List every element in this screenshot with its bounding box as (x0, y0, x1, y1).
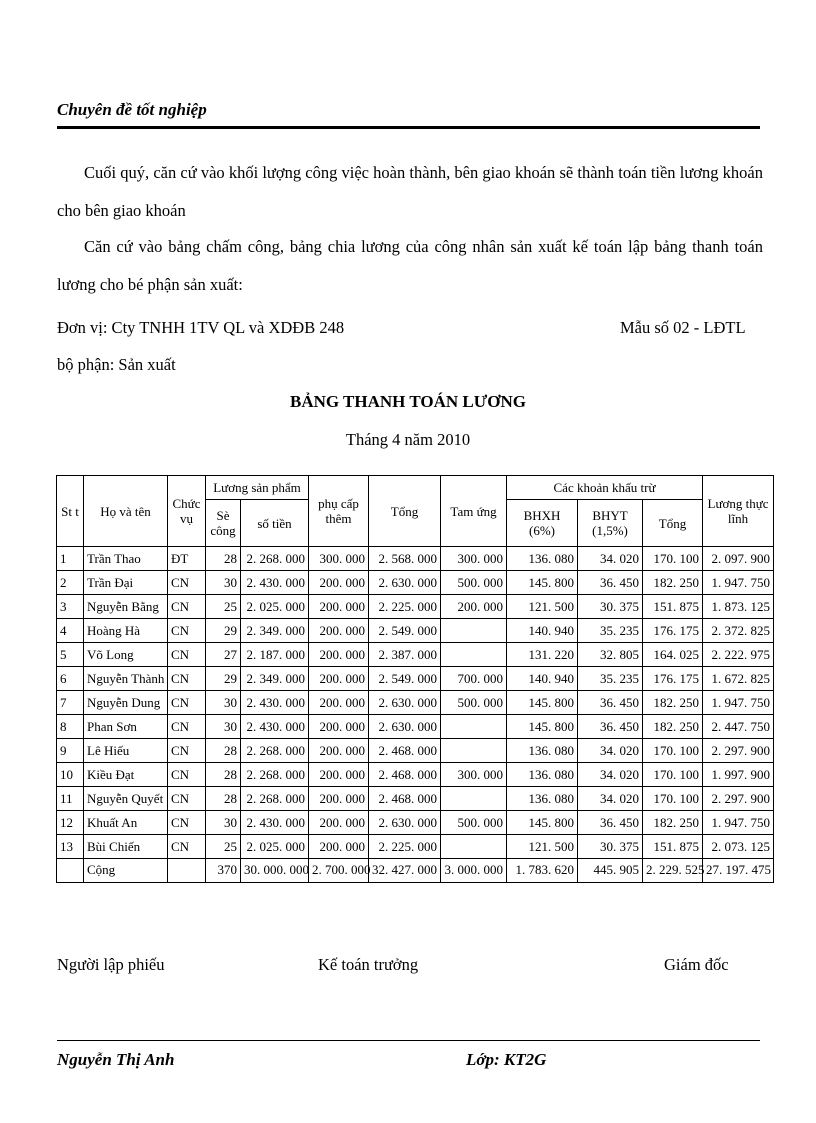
totals-position (168, 859, 206, 883)
cell-position: CN (168, 691, 206, 715)
cell-amount: 2. 268. 000 (241, 763, 309, 787)
cell-total: 2. 468. 000 (369, 763, 441, 787)
cell-ded-total: 182. 250 (643, 811, 703, 835)
totals-stt (57, 859, 84, 883)
cell-amount: 2. 025. 000 (241, 595, 309, 619)
cell-days: 29 (206, 667, 241, 691)
cell-bhyt: 30. 375 (578, 595, 643, 619)
cell-net: 2. 097. 900 (703, 547, 774, 571)
totals-days: 370 (206, 859, 241, 883)
cell-amount: 2. 268. 000 (241, 787, 309, 811)
cell-days: 25 (206, 835, 241, 859)
cell-net: 2. 297. 900 (703, 787, 774, 811)
cell-advance: 200. 000 (441, 595, 507, 619)
cell-total: 2. 630. 000 (369, 715, 441, 739)
cell-name: Bùi Chiến (84, 835, 168, 859)
cell-advance (441, 787, 507, 811)
department-line: bộ phận: Sản xuất (57, 355, 176, 374)
cell-bhyt: 36. 450 (578, 715, 643, 739)
totals-net: 27. 197. 475 (703, 859, 774, 883)
cell-amount: 2. 268. 000 (241, 739, 309, 763)
cell-allowance: 200. 000 (309, 595, 369, 619)
table-row (57, 715, 774, 739)
cell-net: 2. 073. 125 (703, 835, 774, 859)
paragraph-1: Cuối quý, căn cứ vào khối lượng công việc hoàn thành, bên giao khoán sẽ thành toán tiền lương khoán cho bên giao khoán (57, 163, 763, 220)
cell-bhyt: 35. 235 (578, 619, 643, 643)
cell-bhxh: 136. 080 (507, 547, 578, 571)
totals-row (57, 859, 774, 883)
cell-net: 1. 997. 900 (703, 763, 774, 787)
cell-bhxh: 145. 800 (507, 571, 578, 595)
cell-net: 2. 222. 975 (703, 643, 774, 667)
footer-class: Lớp: KT2G (466, 1050, 547, 1069)
cell-total: 2. 630. 000 (369, 811, 441, 835)
cell-total: 2. 549. 000 (369, 667, 441, 691)
cell-advance: 700. 000 (441, 667, 507, 691)
cell-allowance: 200. 000 (309, 619, 369, 643)
cell-bhxh: 145. 800 (507, 691, 578, 715)
cell-allowance: 200. 000 (309, 715, 369, 739)
totals-label: Cộng (84, 859, 168, 883)
cell-allowance: 200. 000 (309, 643, 369, 667)
col-advance: Tam ứng (441, 476, 507, 547)
cell-total: 2. 468. 000 (369, 739, 441, 763)
cell-name: Kiều Đạt (84, 763, 168, 787)
col-product-salary: Lương sản phẩm (206, 476, 309, 500)
cell-ded-total: 151. 875 (643, 835, 703, 859)
cell-amount: 2. 430. 000 (241, 811, 309, 835)
col-position: Chức vụ (168, 476, 206, 547)
cell-position: CN (168, 715, 206, 739)
col-ded-total: Tổng (643, 500, 703, 547)
cell-name: Nguyễn Dung (84, 691, 168, 715)
cell-allowance: 200. 000 (309, 739, 369, 763)
cell-advance: 300. 000 (441, 763, 507, 787)
cell-position: CN (168, 763, 206, 787)
cell-ded-total: 170. 100 (643, 787, 703, 811)
signature-preparer: Người lập phiếu (57, 955, 165, 974)
table-title: BẢNG THANH TOÁN LƯƠNG (290, 392, 526, 411)
cell-name: Nguyễn Quyết (84, 787, 168, 811)
cell-ded-total: 151. 875 (643, 595, 703, 619)
totals-advance: 3. 000. 000 (441, 859, 507, 883)
footer-author: Nguyễn Thị Anh (57, 1050, 175, 1069)
totals-amount: 30. 000. 000 (241, 859, 309, 883)
cell-total: 2. 468. 000 (369, 787, 441, 811)
cell-bhyt: 34. 020 (578, 787, 643, 811)
cell-position: CN (168, 811, 206, 835)
cell-name: Nguyễn Thành (84, 667, 168, 691)
col-total: Tổng (369, 476, 441, 547)
cell-stt: 7 (57, 691, 84, 715)
cell-advance: 500. 000 (441, 811, 507, 835)
col-allowance: phụ cấp thêm (309, 476, 369, 547)
table-row (57, 787, 774, 811)
table-row (57, 595, 774, 619)
cell-ded-total: 182. 250 (643, 691, 703, 715)
cell-stt: 9 (57, 739, 84, 763)
cell-position: CN (168, 643, 206, 667)
cell-stt: 1 (57, 547, 84, 571)
cell-bhxh: 121. 500 (507, 835, 578, 859)
cell-ded-total: 170. 100 (643, 739, 703, 763)
totals-bhyt: 445. 905 (578, 859, 643, 883)
cell-bhxh: 136. 080 (507, 787, 578, 811)
cell-net: 1. 947. 750 (703, 811, 774, 835)
col-stt: St t (57, 476, 84, 547)
cell-amount: 2. 268. 000 (241, 547, 309, 571)
cell-days: 29 (206, 619, 241, 643)
cell-advance (441, 643, 507, 667)
cell-bhxh: 136. 080 (507, 739, 578, 763)
cell-net: 2. 372. 825 (703, 619, 774, 643)
signature-accountant: Kế toán trưởng (318, 955, 419, 974)
cell-days: 28 (206, 763, 241, 787)
header-divider (57, 126, 760, 129)
table-subtitle: Tháng 4 năm 2010 (345, 430, 471, 449)
cell-net: 1. 873. 125 (703, 595, 774, 619)
cell-total: 2. 225. 000 (369, 595, 441, 619)
cell-ded-total: 170. 100 (643, 547, 703, 571)
cell-ded-total: 170. 100 (643, 763, 703, 787)
col-amount: số tiền (241, 500, 309, 547)
cell-days: 30 (206, 715, 241, 739)
col-days: Sè công (206, 500, 241, 547)
cell-allowance: 200. 000 (309, 763, 369, 787)
table-row (57, 763, 774, 787)
cell-amount: 2. 349. 000 (241, 667, 309, 691)
cell-amount: 2. 025. 000 (241, 835, 309, 859)
cell-bhyt: 34. 020 (578, 739, 643, 763)
form-number: Mẫu số 02 - LĐTL (620, 318, 746, 337)
cell-bhyt: 35. 235 (578, 667, 643, 691)
cell-name: Khuất An (84, 811, 168, 835)
cell-bhyt: 30. 375 (578, 835, 643, 859)
col-name: Họ và tên (84, 476, 168, 547)
cell-amount: 2. 430. 000 (241, 571, 309, 595)
cell-days: 28 (206, 787, 241, 811)
col-bhyt: BHYT (1,5%) (578, 500, 643, 547)
cell-net: 2. 447. 750 (703, 715, 774, 739)
unit-line: Đơn vị: Cty TNHH 1TV QL và XDĐB 248 (57, 318, 345, 337)
cell-position: CN (168, 835, 206, 859)
cell-total: 2. 225. 000 (369, 835, 441, 859)
footer-divider (57, 1040, 760, 1041)
cell-net: 2. 297. 900 (703, 739, 774, 763)
cell-position: CN (168, 595, 206, 619)
cell-amount: 2. 349. 000 (241, 619, 309, 643)
cell-stt: 13 (57, 835, 84, 859)
cell-ded-total: 176. 175 (643, 667, 703, 691)
page-header-title: Chuyên đề tốt nghiệp (57, 100, 207, 119)
table-row (57, 835, 774, 859)
cell-ded-total: 164. 025 (643, 643, 703, 667)
cell-stt: 5 (57, 643, 84, 667)
cell-bhyt: 36. 450 (578, 811, 643, 835)
totals-allowance: 2. 700. 000 (309, 859, 369, 883)
cell-ded-total: 182. 250 (643, 715, 703, 739)
cell-position: ĐT (168, 547, 206, 571)
cell-allowance: 200. 000 (309, 835, 369, 859)
cell-allowance: 200. 000 (309, 691, 369, 715)
cell-days: 27 (206, 643, 241, 667)
cell-total: 2. 630. 000 (369, 571, 441, 595)
cell-total: 2. 568. 000 (369, 547, 441, 571)
table-row (57, 643, 774, 667)
cell-net: 1. 947. 750 (703, 571, 774, 595)
cell-total: 2. 549. 000 (369, 619, 441, 643)
cell-amount: 2. 187. 000 (241, 643, 309, 667)
cell-bhxh: 136. 080 (507, 763, 578, 787)
payroll-table (56, 475, 774, 883)
cell-days: 30 (206, 691, 241, 715)
cell-position: CN (168, 739, 206, 763)
col-deductions: Các khoản khấu trừ (507, 476, 703, 500)
cell-stt: 3 (57, 595, 84, 619)
cell-allowance: 300. 000 (309, 547, 369, 571)
cell-stt: 2 (57, 571, 84, 595)
col-bhxh: BHXH (6%) (507, 500, 578, 547)
cell-bhxh: 145. 800 (507, 811, 578, 835)
cell-position: CN (168, 619, 206, 643)
cell-stt: 11 (57, 787, 84, 811)
cell-days: 28 (206, 739, 241, 763)
table-row (57, 667, 774, 691)
cell-advance (441, 715, 507, 739)
cell-bhyt: 36. 450 (578, 571, 643, 595)
totals-bhxh: 1. 783. 620 (507, 859, 578, 883)
cell-allowance: 200. 000 (309, 811, 369, 835)
cell-name: Võ Long (84, 643, 168, 667)
cell-name: Trần Thao (84, 547, 168, 571)
cell-name: Nguyễn Bằng (84, 595, 168, 619)
cell-advance (441, 835, 507, 859)
cell-bhxh: 140. 940 (507, 667, 578, 691)
table-row (57, 739, 774, 763)
paragraph-2: Căn cứ vào bảng chấm công, bảng chia lương của công nhân sản xuất kế toán lập bảng thanh toán lương cho bé phận sản xuất: (57, 237, 763, 294)
cell-days: 28 (206, 547, 241, 571)
cell-amount: 2. 430. 000 (241, 691, 309, 715)
cell-bhyt: 36. 450 (578, 691, 643, 715)
cell-advance (441, 619, 507, 643)
cell-position: CN (168, 571, 206, 595)
cell-allowance: 200. 000 (309, 667, 369, 691)
cell-stt: 4 (57, 619, 84, 643)
cell-bhxh: 121. 500 (507, 595, 578, 619)
cell-advance: 300. 000 (441, 547, 507, 571)
cell-days: 30 (206, 811, 241, 835)
cell-allowance: 200. 000 (309, 571, 369, 595)
cell-advance (441, 739, 507, 763)
table-row (57, 619, 774, 643)
cell-bhxh: 145. 800 (507, 715, 578, 739)
cell-name: Phan Sơn (84, 715, 168, 739)
cell-stt: 6 (57, 667, 84, 691)
cell-name: Hoàng Hà (84, 619, 168, 643)
totals-ded-total: 2. 229. 525 (643, 859, 703, 883)
cell-net: 1. 672. 825 (703, 667, 774, 691)
table-row (57, 547, 774, 571)
cell-bhxh: 140. 940 (507, 619, 578, 643)
cell-net: 1. 947. 750 (703, 691, 774, 715)
cell-advance: 500. 000 (441, 571, 507, 595)
cell-ded-total: 182. 250 (643, 571, 703, 595)
cell-total: 2. 630. 000 (369, 691, 441, 715)
cell-position: CN (168, 667, 206, 691)
table-row (57, 811, 774, 835)
col-net: Lương thực lĩnh (703, 476, 774, 547)
cell-stt: 12 (57, 811, 84, 835)
cell-days: 25 (206, 595, 241, 619)
cell-name: Trần Đại (84, 571, 168, 595)
table-row (57, 571, 774, 595)
cell-bhxh: 131. 220 (507, 643, 578, 667)
cell-days: 30 (206, 571, 241, 595)
cell-allowance: 200. 000 (309, 787, 369, 811)
cell-bhyt: 32. 805 (578, 643, 643, 667)
cell-advance: 500. 000 (441, 691, 507, 715)
totals-total: 32. 427. 000 (369, 859, 441, 883)
table-row (57, 691, 774, 715)
cell-name: Lê Hiếu (84, 739, 168, 763)
cell-stt: 8 (57, 715, 84, 739)
cell-stt: 10 (57, 763, 84, 787)
cell-amount: 2. 430. 000 (241, 715, 309, 739)
cell-total: 2. 387. 000 (369, 643, 441, 667)
cell-bhyt: 34. 020 (578, 763, 643, 787)
cell-ded-total: 176. 175 (643, 619, 703, 643)
cell-position: CN (168, 787, 206, 811)
cell-bhyt: 34. 020 (578, 547, 643, 571)
signature-director: Giám đốc (664, 955, 729, 974)
